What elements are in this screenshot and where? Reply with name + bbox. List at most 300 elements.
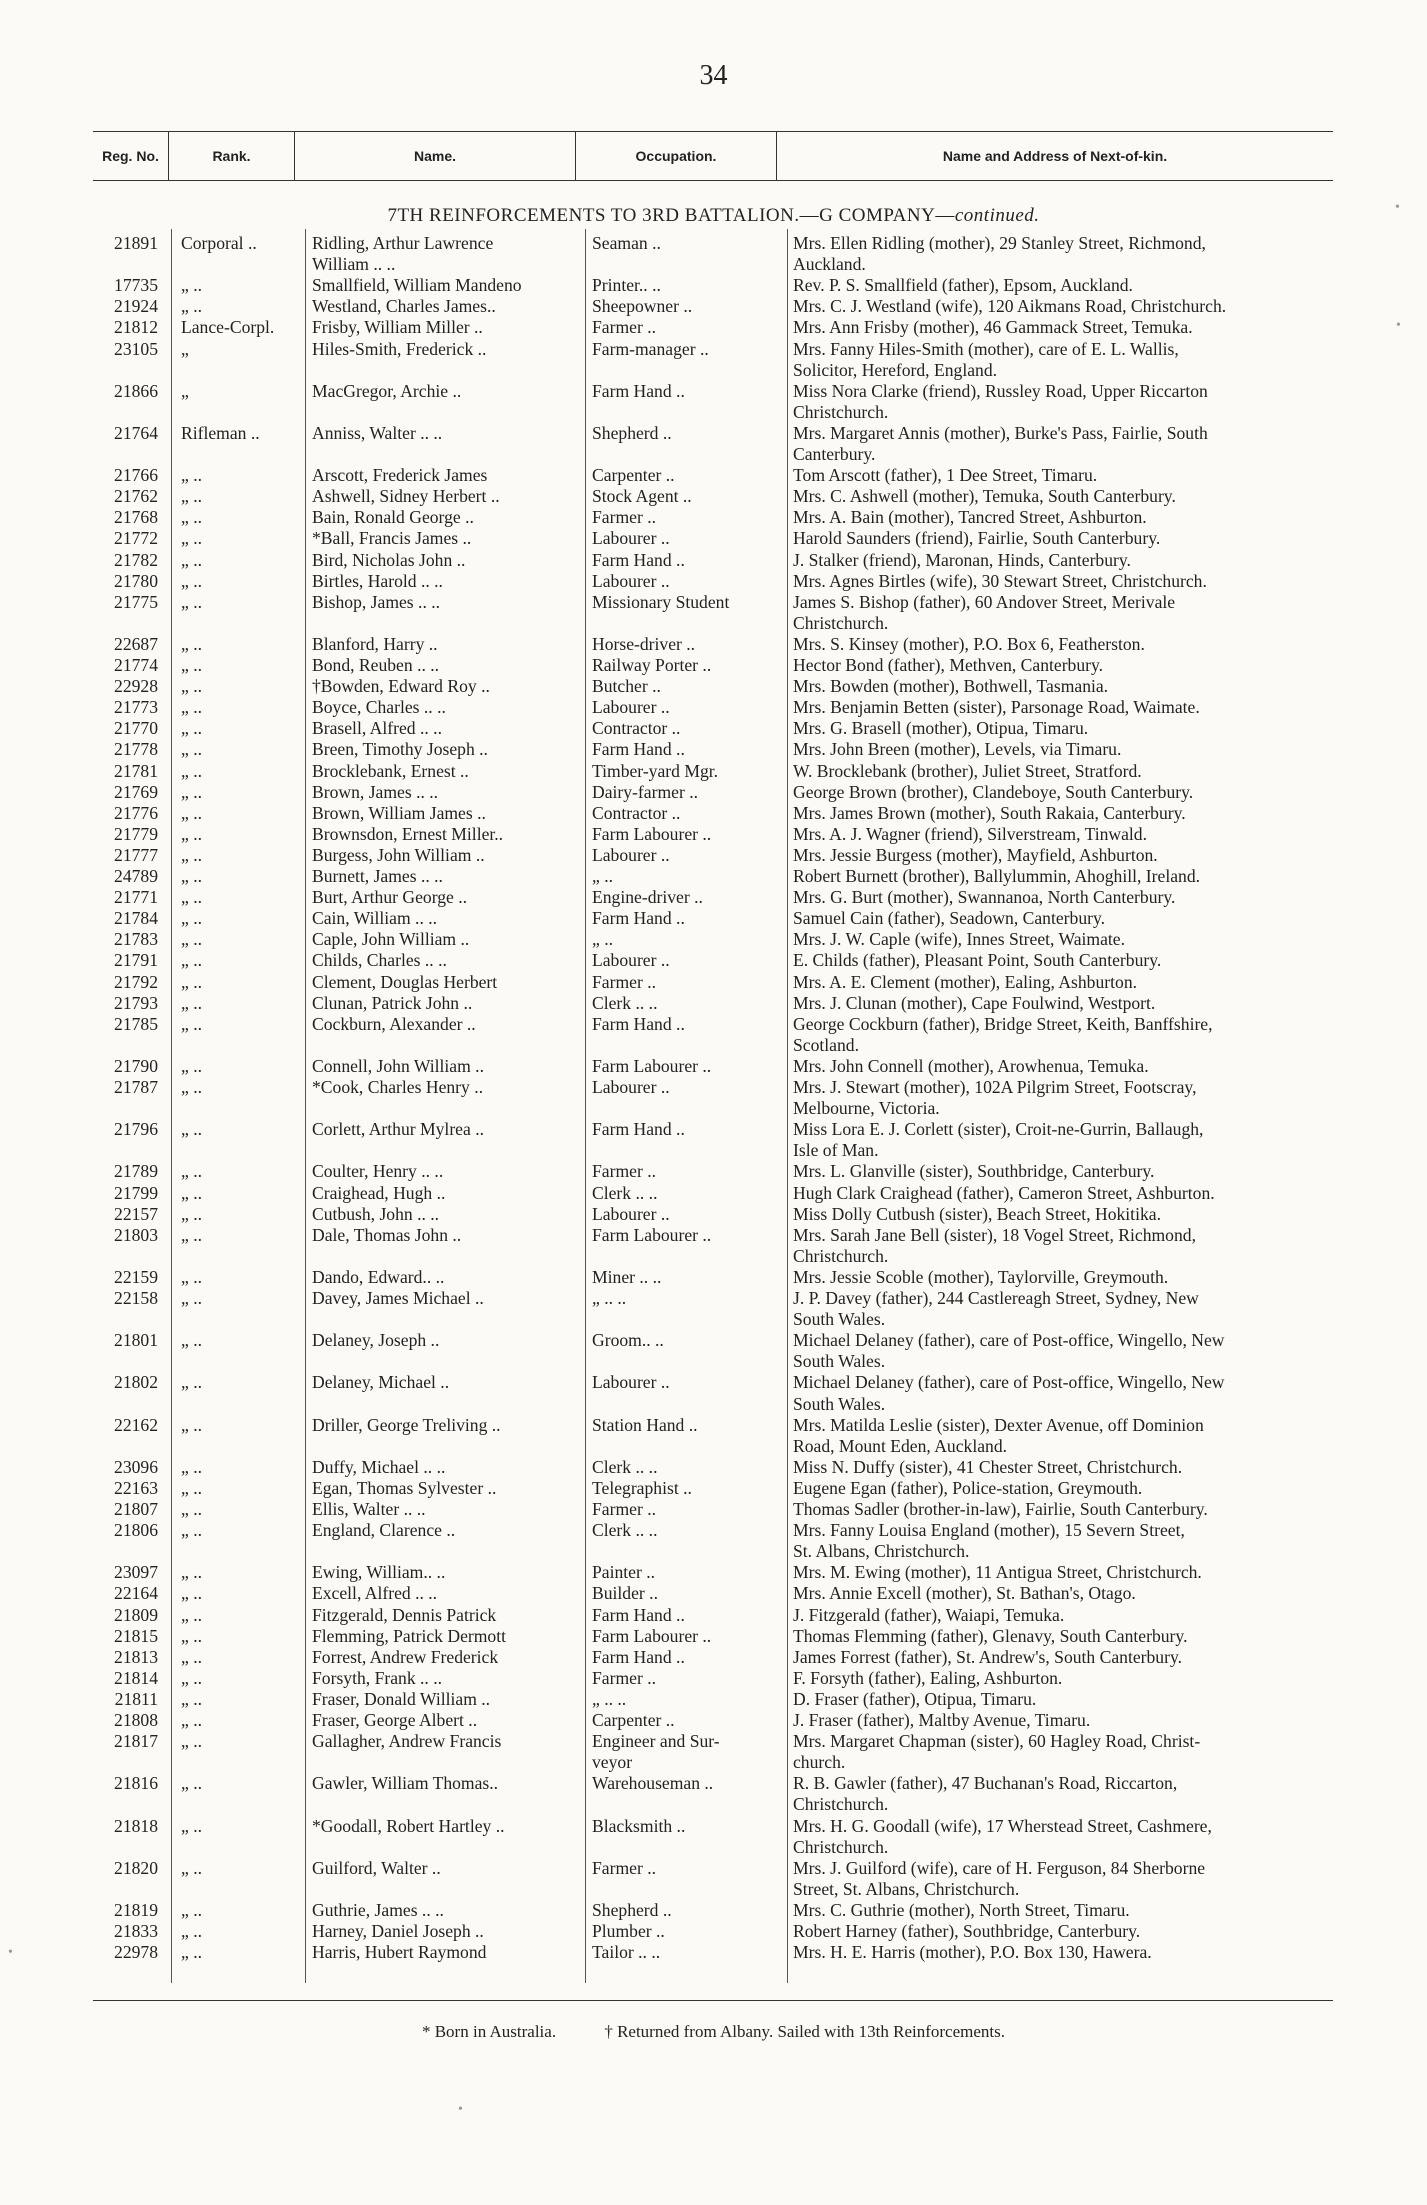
table-row xyxy=(93,571,1333,592)
occupation-cell: Farmer .. xyxy=(592,317,657,338)
occupation-cell: Labourer .. xyxy=(592,844,670,865)
occupation-cell: Engineer and Sur- xyxy=(592,1731,720,1752)
reg-no-cell: 22159 xyxy=(114,1266,158,1287)
next-of-kin-cell: Harold Saunders (friend), Fairlie, South Canterbury. xyxy=(793,528,1161,549)
rank-cell: „ .. xyxy=(181,1667,203,1688)
rank-cell: Lance-Corpl. xyxy=(181,317,275,338)
next-of-kin-cell: Scotland. xyxy=(793,1034,859,1055)
table-row xyxy=(93,592,1333,613)
rank-cell: „ .. xyxy=(181,1604,203,1625)
occupation-cell: Stock Agent .. xyxy=(592,486,692,507)
name-cell: Clement, Douglas Herbert xyxy=(312,971,498,992)
rank-cell: „ .. xyxy=(181,781,203,802)
next-of-kin-cell: R. B. Gawler (father), 47 Buchanan's Road, Riccarton, xyxy=(793,1773,1178,1794)
next-of-kin-cell: Thomas Flemming (father), Glenavy, South Canterbury. xyxy=(793,1625,1188,1646)
next-of-kin-cell: James Forrest (father), St. Andrew's, South Canterbury. xyxy=(793,1646,1183,1667)
name-cell: Caple, John William .. xyxy=(312,929,470,950)
footnote-born-australia: * Born in Australia. xyxy=(421,2022,557,2041)
occupation-cell: Farmer .. xyxy=(592,1857,657,1878)
rank-cell: „ .. xyxy=(181,655,203,675)
reg-no-cell: 21785 xyxy=(114,1013,158,1034)
column-header-next-of-kin: Name and Address of Next-of-kin. xyxy=(776,132,1333,180)
rank-cell: „ .. xyxy=(181,1077,203,1097)
next-of-kin-cell: Mrs. J. Clunan (mother), Cape Foulwind, Westport. xyxy=(793,992,1156,1013)
reg-no-cell: 22928 xyxy=(114,676,158,697)
reg-no-cell: 21778 xyxy=(114,739,158,760)
name-cell: Burnett, James .. .. xyxy=(312,866,443,886)
rank-cell: „ .. xyxy=(181,697,203,718)
table-row xyxy=(93,1183,1333,1204)
occupation-cell: „ .. .. xyxy=(592,1288,627,1308)
reg-no-cell: 17735 xyxy=(114,275,158,296)
table-row xyxy=(93,1562,1333,1583)
next-of-kin-cell: Christchurch. xyxy=(793,401,889,422)
table-row xyxy=(93,1288,1333,1309)
reg-no-cell: 21775 xyxy=(114,591,158,612)
reg-no-cell: 21771 xyxy=(114,887,158,908)
occupation-cell: Sheepowner .. xyxy=(592,296,693,317)
table-row xyxy=(93,803,1333,824)
table-row xyxy=(93,423,1333,444)
next-of-kin-cell: South Wales. xyxy=(793,1309,886,1330)
next-of-kin-cell: Robert Burnett (brother), Ballylummin, Ahoghill, Ireland. xyxy=(793,866,1201,886)
occupation-cell: Warehouseman .. xyxy=(592,1773,714,1794)
reg-no-cell: 21783 xyxy=(114,929,158,950)
table-row xyxy=(93,1436,1333,1457)
next-of-kin-cell: Mrs. H. G. Goodall (wife), 17 Wherstead Street, Cashmere, xyxy=(793,1815,1212,1836)
reg-no-cell: 21809 xyxy=(114,1604,158,1625)
section-title xyxy=(0,205,1427,227)
reg-no-cell: 21819 xyxy=(114,1899,158,1920)
rank-cell: „ .. xyxy=(181,802,203,823)
occupation-cell: Farm Hand .. xyxy=(592,1013,685,1034)
next-of-kin-cell: Hugh Clark Craighead (father), Cameron Street, Ashburton. xyxy=(793,1182,1215,1203)
next-of-kin-cell: Mrs. C. Guthrie (mother), North Street, Timaru. xyxy=(793,1899,1130,1920)
reg-no-cell: 21774 xyxy=(114,655,158,675)
table-row xyxy=(93,1204,1333,1225)
reg-no-cell: 21766 xyxy=(114,465,158,486)
footer-rule xyxy=(93,2000,1333,2001)
next-of-kin-cell: Mrs. L. Glanville (sister), Southbridge, Canterbury. xyxy=(793,1161,1155,1182)
next-of-kin-cell: Mrs. Ann Frisby (mother), 46 Gammack Street, Temuka. xyxy=(793,317,1193,338)
reg-no-cell: 21773 xyxy=(114,697,158,718)
next-of-kin-cell: Michael Delaney (father), care of Post-office, Wingello, New xyxy=(793,1330,1225,1351)
table-row xyxy=(93,1541,1333,1562)
occupation-cell: Clerk .. .. xyxy=(592,1456,658,1477)
table-row xyxy=(93,1309,1333,1330)
name-cell: Gawler, William Thomas.. xyxy=(312,1773,499,1794)
table-row xyxy=(93,1900,1333,1921)
reg-no-cell: 21772 xyxy=(114,528,158,549)
rank-cell: „ .. xyxy=(181,1646,203,1667)
rank-cell: „ xyxy=(181,338,189,359)
occupation-cell: Farmer .. xyxy=(592,507,657,528)
table-row xyxy=(93,444,1333,465)
table-row xyxy=(93,1014,1333,1035)
name-cell: Burt, Arthur George .. xyxy=(312,887,468,908)
table-row xyxy=(93,655,1333,676)
name-cell: Fitzgerald, Dennis Patrick xyxy=(312,1604,497,1625)
reg-no-cell: 23096 xyxy=(114,1456,158,1477)
reg-no-cell: 21807 xyxy=(114,1499,158,1519)
next-of-kin-cell: J. Stalker (friend), Maronan, Hinds, Canterbury. xyxy=(793,549,1131,570)
table-row xyxy=(93,1647,1333,1668)
reg-no-cell: 21791 xyxy=(114,950,158,971)
reg-no-cell: 21814 xyxy=(114,1667,158,1688)
occupation-cell: Butcher .. xyxy=(592,676,661,697)
rank-cell: Rifleman .. xyxy=(181,422,260,443)
next-of-kin-cell: Miss Lora E. J. Corlett (sister), Croit-ne-Gurrin, Ballaugh, xyxy=(793,1119,1204,1140)
reg-no-cell: 21812 xyxy=(114,317,158,338)
rank-cell: „ .. xyxy=(181,992,203,1013)
column-header-row xyxy=(93,131,1333,181)
next-of-kin-cell: Michael Delaney (father), care of Post-office, Wingello, New xyxy=(793,1372,1225,1393)
table-row xyxy=(93,550,1333,571)
rank-cell: „ .. xyxy=(181,570,203,591)
rank-cell: „ .. xyxy=(181,1456,203,1477)
name-cell: Davey, James Michael .. xyxy=(312,1288,484,1308)
next-of-kin-cell: Eugene Egan (father), Police-station, Greymouth. xyxy=(793,1477,1143,1498)
occupation-cell: Painter .. xyxy=(592,1562,656,1583)
occupation-cell: Labourer .. xyxy=(592,697,670,718)
name-cell: Hiles-Smith, Frederick .. xyxy=(312,338,487,359)
table-row xyxy=(93,718,1333,739)
rank-cell: „ .. xyxy=(181,1414,203,1435)
table-row xyxy=(93,1520,1333,1541)
rank-cell: „ .. xyxy=(181,296,203,317)
name-cell: Cutbush, John .. .. xyxy=(312,1203,440,1224)
next-of-kin-cell: Robert Harney (father), Southbridge, Canterbury. xyxy=(793,1921,1141,1941)
section-title-text: 7TH REINFORCEMENTS TO 3RD BATTALION.—G COMPANY— xyxy=(387,205,955,226)
rank-cell: „ .. xyxy=(181,1942,203,1963)
table-row xyxy=(93,254,1333,275)
next-of-kin-cell: Christchurch. xyxy=(793,612,889,633)
table-row xyxy=(93,613,1333,634)
name-cell: *Ball, Francis James .. xyxy=(312,528,472,549)
next-of-kin-cell: Mrs. James Brown (mother), South Rakaia, Canterbury. xyxy=(793,802,1186,823)
rank-cell: „ .. xyxy=(181,1288,203,1308)
reg-no-cell: 21818 xyxy=(114,1815,158,1836)
name-cell: Ellis, Walter .. .. xyxy=(312,1499,426,1519)
table-row xyxy=(93,845,1333,866)
name-cell: Duffy, Michael .. .. xyxy=(312,1456,446,1477)
table-row xyxy=(93,233,1333,254)
next-of-kin-cell: J. P. Davey (father), 244 Castlereagh Street, Sydney, New xyxy=(793,1288,1199,1308)
next-of-kin-cell: J. Fitzgerald (father), Waiapi, Temuka. xyxy=(793,1604,1065,1625)
rank-cell: „ .. xyxy=(181,1224,203,1245)
table-row xyxy=(93,1731,1333,1752)
reg-no-cell: 21787 xyxy=(114,1077,158,1097)
name-cell: Frisby, William Miller .. xyxy=(312,317,483,338)
name-cell: Burgess, John William .. xyxy=(312,844,485,865)
name-cell: Egan, Thomas Sylvester .. xyxy=(312,1477,497,1498)
reg-no-cell: 22158 xyxy=(114,1288,158,1308)
next-of-kin-cell: Mrs. H. E. Harris (mother), P.O. Box 130, Hawera. xyxy=(793,1942,1152,1963)
name-cell: Harris, Hubert Raymond xyxy=(312,1942,487,1963)
reg-no-cell: 21891 xyxy=(114,233,158,253)
next-of-kin-cell: Hector Bond (father), Methven, Canterbury. xyxy=(793,655,1104,675)
next-of-kin-cell: J. Fraser (father), Maltby Avenue, Timaru. xyxy=(793,1710,1091,1730)
table-row xyxy=(93,1858,1333,1879)
occupation-cell: Farmer .. xyxy=(592,1161,657,1182)
name-cell: Guthrie, James .. .. xyxy=(312,1899,444,1920)
reg-no-cell: 21796 xyxy=(114,1119,158,1140)
footnotes xyxy=(0,2022,1427,2042)
reg-no-cell: 21776 xyxy=(114,802,158,823)
rank-cell: „ .. xyxy=(181,887,203,908)
next-of-kin-cell: D. Fraser (father), Otipua, Timaru. xyxy=(793,1688,1037,1709)
rank-cell: Corporal .. xyxy=(181,233,257,253)
next-of-kin-cell: St. Albans, Christchurch. xyxy=(793,1541,970,1562)
reg-no-cell: 22162 xyxy=(114,1414,158,1435)
next-of-kin-cell: Mrs. A. Bain (mother), Tancred Street, Ashburton. xyxy=(793,507,1147,528)
name-cell: Harney, Daniel Joseph .. xyxy=(312,1921,484,1941)
table-row xyxy=(93,1140,1333,1161)
table-row xyxy=(93,1372,1333,1393)
occupation-cell: Farmer .. xyxy=(592,1499,657,1519)
reg-no-cell: 21816 xyxy=(114,1773,158,1794)
reg-no-cell: 21781 xyxy=(114,760,158,781)
reg-no-cell: 21808 xyxy=(114,1710,158,1730)
table-row xyxy=(93,1942,1333,1963)
name-cell: Coulter, Henry .. .. xyxy=(312,1161,444,1182)
next-of-kin-cell: Mrs. G. Brasell (mother), Otipua, Timaru. xyxy=(793,718,1089,739)
name-cell: Bird, Nicholas John .. xyxy=(312,549,466,570)
reg-no-cell: 21801 xyxy=(114,1330,158,1351)
rank-cell: „ .. xyxy=(181,633,203,654)
next-of-kin-cell: Mrs. Fanny Louisa England (mother), 15 Severn Street, xyxy=(793,1520,1185,1541)
name-cell: Brownsdon, Ernest Miller.. xyxy=(312,823,504,844)
rank-cell: „ .. xyxy=(181,1583,203,1604)
next-of-kin-cell: Mrs. Jessie Burgess (mother), Mayfield, Ashburton. xyxy=(793,844,1158,865)
table-row xyxy=(93,1394,1333,1415)
name-cell: Brown, William James .. xyxy=(312,802,486,823)
occupation-cell: Tailor .. .. xyxy=(592,1942,661,1963)
page-number: 34 xyxy=(699,60,728,91)
table-row xyxy=(93,824,1333,845)
reg-no-cell: 21802 xyxy=(114,1372,158,1393)
next-of-kin-cell: Mrs. Margaret Chapman (sister), 60 Hagley Road, Christ- xyxy=(793,1731,1201,1752)
next-of-kin-cell: W. Brocklebank (brother), Juliet Street, Stratford. xyxy=(793,760,1142,781)
reg-no-cell: 22687 xyxy=(114,633,158,654)
occupation-cell: Shepherd .. xyxy=(592,1899,672,1920)
occupation-cell: veyor xyxy=(592,1752,633,1773)
footnote-returned-albany: † Returned from Albany. Sailed with 13th Reinforcements. xyxy=(604,2022,1006,2041)
rank-cell: „ .. xyxy=(181,1203,203,1224)
reg-no-cell: 24789 xyxy=(114,866,158,886)
next-of-kin-cell: Samuel Cain (father), Seadown, Canterbury. xyxy=(793,908,1106,929)
next-of-kin-cell: Mrs. G. Burt (mother), Swannanoa, North Canterbury. xyxy=(793,887,1176,908)
next-of-kin-cell: church. xyxy=(793,1752,846,1773)
rank-cell: „ .. xyxy=(181,1731,203,1752)
occupation-cell: Farm Labourer .. xyxy=(592,1055,712,1076)
reg-no-cell: 21799 xyxy=(114,1182,158,1203)
next-of-kin-cell: Mrs. S. Kinsey (mother), P.O. Box 6, Featherston. xyxy=(793,633,1145,654)
next-of-kin-cell: Mrs. John Connell (mother), Arowhenua, Temuka. xyxy=(793,1055,1149,1076)
table-row xyxy=(93,339,1333,360)
occupation-cell: Carpenter .. xyxy=(592,1710,675,1730)
name-cell: Gallagher, Andrew Francis xyxy=(312,1731,502,1752)
name-cell: Forrest, Andrew Frederick xyxy=(312,1646,499,1667)
next-of-kin-cell: F. Forsyth (father), Ealing, Ashburton. xyxy=(793,1667,1063,1688)
reg-no-cell: 22164 xyxy=(114,1583,158,1604)
occupation-cell: Clerk .. .. xyxy=(592,992,658,1013)
occupation-cell: „ .. xyxy=(592,866,614,886)
reg-no-cell: 21803 xyxy=(114,1224,158,1245)
rank-cell: „ .. xyxy=(181,908,203,929)
next-of-kin-cell: Miss Nora Clarke (friend), Russley Road, Upper Riccarton xyxy=(793,380,1208,401)
table-row xyxy=(93,1161,1333,1182)
reg-no-cell: 21789 xyxy=(114,1161,158,1182)
rank-cell: „ .. xyxy=(181,1899,203,1920)
reg-no-cell: 21806 xyxy=(114,1520,158,1541)
name-cell: Cockburn, Alexander .. xyxy=(312,1013,476,1034)
rank-cell: „ .. xyxy=(181,549,203,570)
rank-cell: „ .. xyxy=(181,591,203,612)
next-of-kin-cell: Rev. P. S. Smallfield (father), Epsom, Auckland. xyxy=(793,275,1133,296)
table-row xyxy=(93,1457,1333,1478)
rank-cell: „ .. xyxy=(181,1266,203,1287)
table-row xyxy=(93,1330,1333,1351)
rank-cell: „ .. xyxy=(181,1119,203,1140)
table-row xyxy=(93,275,1333,296)
rank-cell: „ .. xyxy=(181,1921,203,1941)
table-row xyxy=(93,1794,1333,1815)
occupation-cell: Labourer .. xyxy=(592,950,670,971)
table-row xyxy=(93,1478,1333,1499)
rank-cell: „ .. xyxy=(181,1773,203,1794)
column-header-reg-no: Reg. No. xyxy=(102,148,159,164)
reg-no-cell: 21764 xyxy=(114,422,158,443)
occupation-cell: Labourer .. xyxy=(592,1203,670,1224)
reg-no-cell: 21777 xyxy=(114,844,158,865)
rank-cell: „ .. xyxy=(181,1562,203,1583)
name-cell: Arscott, Frederick James xyxy=(312,465,488,486)
table-row xyxy=(93,676,1333,697)
table-row xyxy=(93,528,1333,549)
next-of-kin-cell: Mrs. A. J. Wagner (friend), Silverstream, Tinwald. xyxy=(793,823,1148,844)
rank-cell: „ .. xyxy=(181,929,203,950)
table-row xyxy=(93,1816,1333,1837)
next-of-kin-cell: Mrs. M. Ewing (mother), 11 Antigua Street, Christchurch. xyxy=(793,1562,1202,1583)
reg-no-cell: 21817 xyxy=(114,1731,158,1752)
occupation-cell: Plumber .. xyxy=(592,1921,665,1941)
roll-table xyxy=(93,229,1333,1983)
rank-cell: „ .. xyxy=(181,1688,203,1709)
next-of-kin-cell: Auckland. xyxy=(793,254,866,275)
next-of-kin-cell: George Brown (brother), Clandeboye, South Canterbury. xyxy=(793,781,1194,802)
table-row xyxy=(93,1837,1333,1858)
rank-cell: „ .. xyxy=(181,1815,203,1836)
occupation-cell: Dairy-farmer .. xyxy=(592,781,698,802)
name-cell: Breen, Timothy Joseph .. xyxy=(312,739,488,760)
table-row xyxy=(93,1098,1333,1119)
table-row xyxy=(93,782,1333,803)
name-cell: Bain, Ronald George .. xyxy=(312,507,474,528)
occupation-cell: Shepherd .. xyxy=(592,422,672,443)
occupation-cell: Farm Hand .. xyxy=(592,739,685,760)
name-cell: Smallfield, William Mandeno xyxy=(312,275,522,296)
rank-cell: „ .. xyxy=(181,528,203,549)
next-of-kin-cell: Mrs. C. J. Westland (wife), 120 Aikmans Road, Christchurch. xyxy=(793,296,1227,317)
name-cell: Bond, Reuben .. .. xyxy=(312,655,440,675)
rank-cell: „ .. xyxy=(181,866,203,886)
next-of-kin-cell: Solicitor, Hereford, England. xyxy=(793,359,998,380)
next-of-kin-cell: Miss Dolly Cutbush (sister), Beach Street, Hokitika. xyxy=(793,1203,1161,1224)
occupation-cell: Missionary Student xyxy=(592,591,730,612)
occupation-cell: Clerk .. .. xyxy=(592,1520,658,1541)
rank-cell: „ .. xyxy=(181,1161,203,1182)
name-cell: England, Clarence .. xyxy=(312,1520,456,1541)
occupation-cell: Labourer .. xyxy=(592,1372,670,1393)
next-of-kin-cell: Thomas Sadler (brother-in-law), Fairlie, South Canterbury. xyxy=(793,1499,1208,1519)
name-cell: Dale, Thomas John .. xyxy=(312,1224,462,1245)
occupation-cell: Labourer .. xyxy=(592,1077,670,1097)
rank-cell: „ .. xyxy=(181,1499,203,1519)
next-of-kin-cell: George Cockburn (father), Bridge Street, Keith, Banffshire, xyxy=(793,1013,1213,1034)
rank-cell: „ .. xyxy=(181,1710,203,1730)
table-row xyxy=(93,360,1333,381)
reg-no-cell: 21790 xyxy=(114,1055,158,1076)
table-row xyxy=(93,1773,1333,1794)
table-row xyxy=(93,993,1333,1014)
name-cell: Craighead, Hugh .. xyxy=(312,1182,446,1203)
rank-cell: „ .. xyxy=(181,1330,203,1351)
rank-cell: „ .. xyxy=(181,718,203,739)
reg-no-cell: 21811 xyxy=(114,1688,158,1709)
name-cell: †Bowden, Edward Roy .. xyxy=(312,676,490,697)
reg-no-cell: 21793 xyxy=(114,992,158,1013)
reg-no-cell: 21813 xyxy=(114,1646,158,1667)
occupation-cell: Farm Hand .. xyxy=(592,1119,685,1140)
reg-no-cell: 21769 xyxy=(114,781,158,802)
reg-no-cell: 21762 xyxy=(114,486,158,507)
occupation-cell: Timber-yard Mgr. xyxy=(592,760,719,781)
next-of-kin-cell: Mrs. Annie Excell (mother), St. Bathan's, Otago. xyxy=(793,1583,1136,1604)
occupation-cell: Farm Hand .. xyxy=(592,908,685,929)
rank-cell: „ .. xyxy=(181,760,203,781)
reg-no-cell: 22157 xyxy=(114,1203,158,1224)
next-of-kin-cell: Mrs. Sarah Jane Bell (sister), 18 Vogel Street, Richmond, xyxy=(793,1224,1196,1245)
next-of-kin-cell: Mrs. Benjamin Betten (sister), Parsonage Road, Waimate. xyxy=(793,697,1200,718)
reg-no-cell: 21782 xyxy=(114,549,158,570)
table-row xyxy=(93,739,1333,760)
name-cell: Forsyth, Frank .. .. xyxy=(312,1667,443,1688)
table-row xyxy=(93,1689,1333,1710)
occupation-cell: Farmer .. xyxy=(592,1667,657,1688)
next-of-kin-cell: Mrs. Jessie Scoble (mother), Taylorville, Greymouth. xyxy=(793,1266,1169,1287)
table-row xyxy=(93,381,1333,402)
rank-cell: „ .. xyxy=(181,1182,203,1203)
name-cell: Delaney, Michael .. xyxy=(312,1372,450,1393)
table-row xyxy=(93,1077,1333,1098)
occupation-cell: Seaman .. xyxy=(592,233,661,253)
reg-no-cell: 21779 xyxy=(114,823,158,844)
table-row xyxy=(93,1415,1333,1436)
next-of-kin-cell: Mrs. J. Guilford (wife), care of H. Ferguson, 84 Sherborne xyxy=(793,1857,1206,1878)
next-of-kin-cell: Road, Mount Eden, Auckland. xyxy=(793,1435,1008,1456)
column-header-rank: Rank. xyxy=(168,132,294,180)
column-header-name: Name. xyxy=(294,132,575,180)
rank-cell: „ .. xyxy=(181,950,203,971)
name-cell: Anniss, Walter .. .. xyxy=(312,422,443,443)
scan-speck: • xyxy=(8,1945,13,1960)
scan-speck: • xyxy=(1396,318,1401,333)
table-row xyxy=(93,1225,1333,1246)
next-of-kin-cell: Mrs. J. W. Caple (wife), Innes Street, Waimate. xyxy=(793,929,1125,950)
occupation-cell: Printer.. .. xyxy=(592,275,661,296)
rank-cell: „ .. xyxy=(181,1857,203,1878)
